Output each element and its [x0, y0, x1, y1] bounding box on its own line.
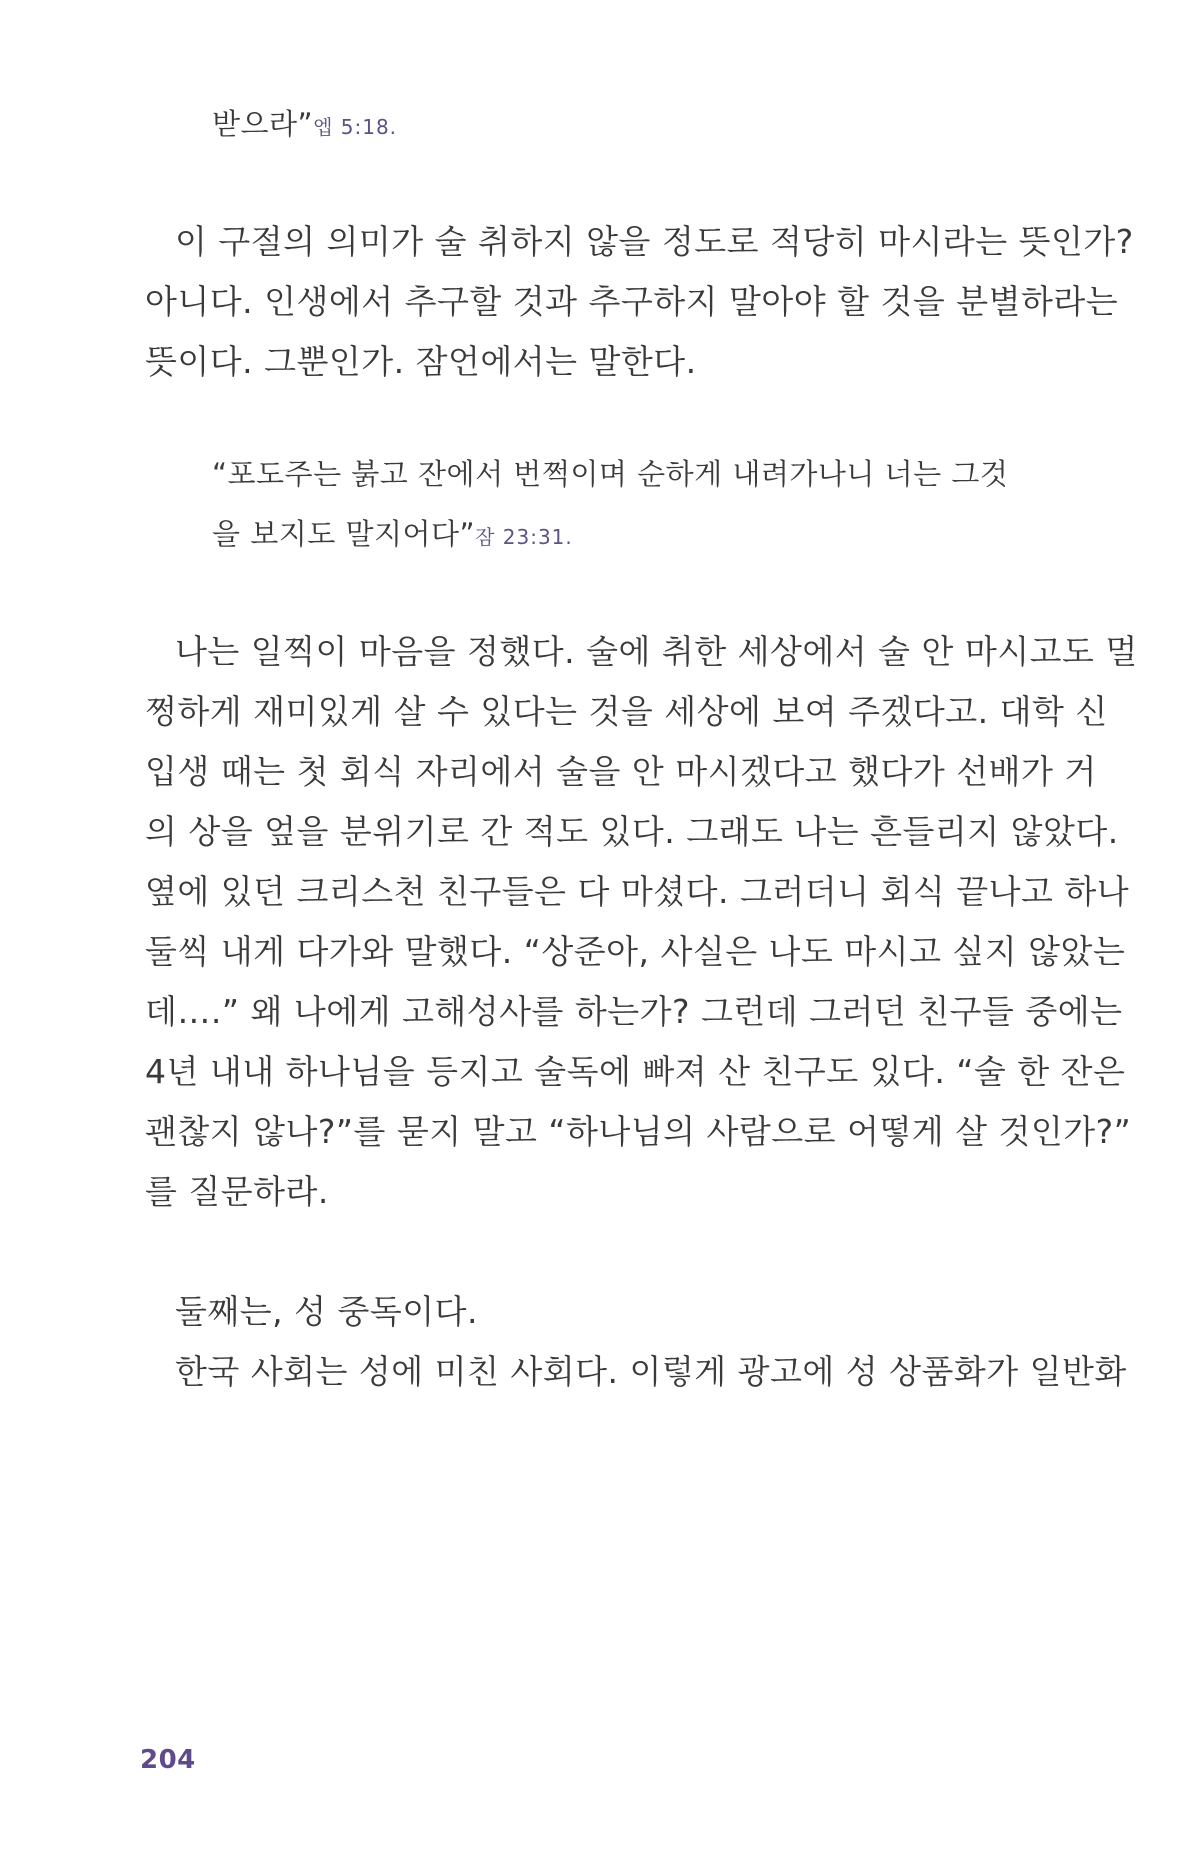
- page-number: 204: [140, 1745, 196, 1775]
- scripture-reference: 잠 23:31.: [475, 525, 573, 549]
- scripture-reference: 엡 5:18.: [313, 115, 398, 139]
- quote-text: 받으라”: [212, 107, 314, 141]
- paragraph-line: 둘째는, 성 중독이다.: [175, 1292, 478, 1331]
- paragraph-line: 한국 사회는 성에 미친 사회다. 이렇게 광고에 성 상품화가 일반화: [175, 1352, 1127, 1391]
- quote-line: [212, 452, 1008, 496]
- paragraph-line: 옆에 있던 크리스천 친구들은 다 마셨다. 그러더니 회식 끝나고 하나: [145, 872, 1130, 911]
- quote-text: “포도주는 붉고 잔에서 번쩍이며 순하게 내려가나니 너는 그것: [212, 457, 1009, 491]
- paragraph-line: 뜻이다. 그뿐인가. 잠언에서는 말한다.: [145, 342, 697, 381]
- paragraph-line: 4년 내내 하나님을 등지고 술독에 빠져 산 친구도 있다. “술 한 잔은: [145, 1052, 1126, 1091]
- paragraph-line: 데….” 왜 나에게 고해성사를 하는가? 그런데 그러던 친구들 중에는: [145, 992, 1123, 1031]
- paragraph-line: 의 상을 엎을 분위기로 간 적도 있다. 그래도 나는 흔들리지 않았다.: [145, 812, 1119, 851]
- paragraph-line: 둘씩 내게 다가와 말했다. “상준아, 사실은 나도 마시고 싶지 않았는: [145, 932, 1126, 971]
- quote-line: [212, 512, 573, 559]
- paragraph-line: 나는 일찍이 마음을 정했다. 술에 취한 세상에서 술 안 마시고도 멀: [175, 632, 1138, 671]
- paragraph-line: 쩡하게 재미있게 살 수 있다는 것을 세상에 보여 주겠다고. 대학 신: [145, 692, 1108, 731]
- paragraph-line: 이 구절의 의미가 술 취하지 않을 정도로 적당히 마시라는 뜻인가?: [175, 222, 1134, 261]
- paragraph-line: 아니다. 인생에서 추구할 것과 추구하지 말아야 할 것을 분별하라는: [145, 282, 1119, 321]
- quote-line: [212, 102, 397, 149]
- paragraph-line: 입생 때는 첫 회식 자리에서 술을 안 마시겠다고 했다가 선배가 거: [145, 752, 1097, 791]
- paragraph-line: 를 질문하라.: [145, 1172, 329, 1211]
- quote-text: 을 보지도 말지어다”: [212, 517, 476, 551]
- paragraph-line: 괜찮지 않나?”를 묻지 말고 “하나님의 사람으로 어떻게 살 것인가?”: [145, 1112, 1132, 1151]
